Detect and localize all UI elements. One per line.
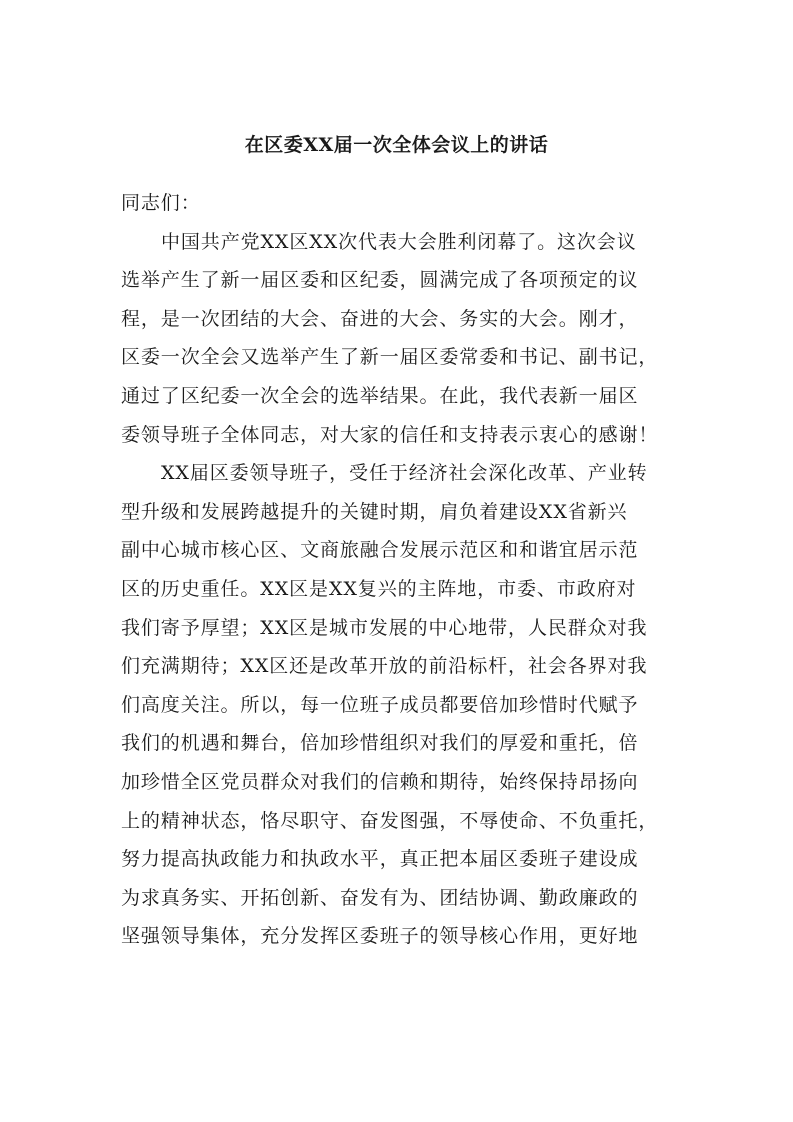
paragraph-line: 们充满期待；XX区还是改革开放的前沿标杆，社会各界对我 [121, 655, 648, 678]
paragraph-line: 我们寄予厚望；XX区是城市发展的中心地带，人民群众对我 [121, 616, 648, 639]
paragraph-line: 选举产生了新一届区委和区纪委，圆满完成了各项预定的议 [121, 269, 639, 292]
paragraph-line: 上的精神状态，恪尽职守、奋发图强，不辱使命、不负重托， [121, 809, 659, 832]
paragraph-line: 中国共产党XX区XX次代表大会胜利闭幕了。这次会议 [161, 230, 637, 253]
paragraph-line: 副中心城市核心区、文商旅融合发展示范区和和谐宜居示范 [121, 539, 639, 562]
document-title: 在区委XX届一次全体会议上的讲话 [244, 134, 549, 156]
paragraph-line: 区的历史重任。XX区是XX复兴的主阵地，市委、市政府对 [121, 577, 637, 600]
paragraph-line: 们高度关注。所以，每一位班子成员都要倍加珍惜时代赋予 [121, 693, 639, 716]
document-body [121, 184, 687, 956]
paragraph-line: XX届区委领导班子，受任于经济社会深化改革、产业转 [161, 462, 648, 485]
paragraph-line: 型升级和发展跨越提升的关键时期，肩负着建设XX省新兴 [121, 500, 628, 523]
paragraph-line: 努力提高执政能力和执政水平，真正把本届区委班子建设成 [121, 848, 639, 871]
paragraph-line: 委领导班子全体同志，对大家的信任和支持表示衷心的感谢！ [121, 423, 659, 446]
paragraph-line: 通过了区纪委一次全会的选举结果。在此，我代表新一届区 [121, 384, 639, 407]
paragraph-line: 坚强领导集体，充分发挥区委班子的领导核心作用，更好地 [121, 925, 639, 948]
paragraph-line: 程，是一次团结的大会、奋进的大会、务实的大会。刚才， [121, 307, 639, 330]
paragraph-line: 为求真务实、开拓创新、奋发有为、团结协调、勤政廉政的 [121, 886, 639, 909]
paragraph-line: 区委一次全会又选举产生了新一届区委常委和书记、副书记， [121, 346, 659, 369]
salutation-line: 同志们： [121, 192, 201, 214]
paragraph-line: 加珍惜全区党员群众对我们的信赖和期待，始终保持昂扬向 [121, 770, 639, 793]
paragraph-line: 我们的机遇和舞台，倍加珍惜组织对我们的厚爱和重托，倍 [121, 732, 639, 755]
